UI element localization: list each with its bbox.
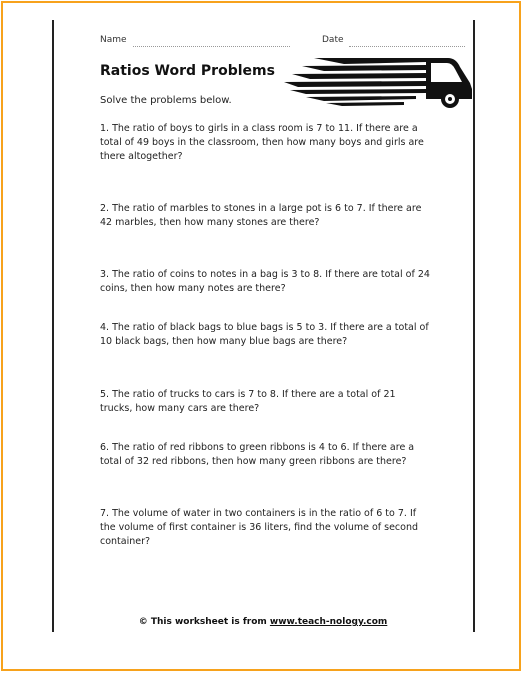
name-field[interactable]: [133, 46, 290, 47]
footer-link[interactable]: www.teach-nology.com: [269, 617, 388, 627]
problem-5: 5. The ratio of trucks to cars is 7 to 8. If there are a total of 21 trucks, how many cars are there?: [100, 389, 396, 414]
date-field[interactable]: [349, 46, 465, 47]
footer: [0, 617, 526, 627]
name-label: Name: [100, 35, 127, 45]
problem-6: 6. The ratio of red ribbons to green ribbons is 4 to 6. If there are a total of 32 red ribbons, then how many green ribbons are there?: [100, 442, 415, 467]
problem-1: 1. The ratio of boys to girls in a class room is 7 to 11. If there are a total of 49 boys in the classroom, then how many boys and girls are there altogether?: [100, 123, 424, 162]
instructions: Solve the problems below.: [100, 95, 232, 106]
footer-text: © This worksheet is from: [138, 617, 270, 627]
date-label: Date: [322, 35, 344, 45]
truck-icon: [284, 55, 474, 111]
problem-7: 7. The volume of water in two containers is in the ratio of 6 to 7. If the volume of first container is 36 liters, find the volume of second container?: [100, 508, 419, 547]
problem-3: 3. The ratio of coins to notes in a bag is 3 to 8. If there are total of 24 coins, then how many notes are there?: [100, 269, 430, 294]
page-title: Ratios Word Problems: [100, 63, 275, 79]
problem-2: 2. The ratio of marbles to stones in a large pot is 6 to 7. If there are 42 marbles, then how many stones are there?: [100, 203, 422, 228]
problem-4: 4. The ratio of black bags to blue bags is 5 to 3. If there are a total of 10 black bags, then how many blue bags are there?: [100, 322, 429, 347]
